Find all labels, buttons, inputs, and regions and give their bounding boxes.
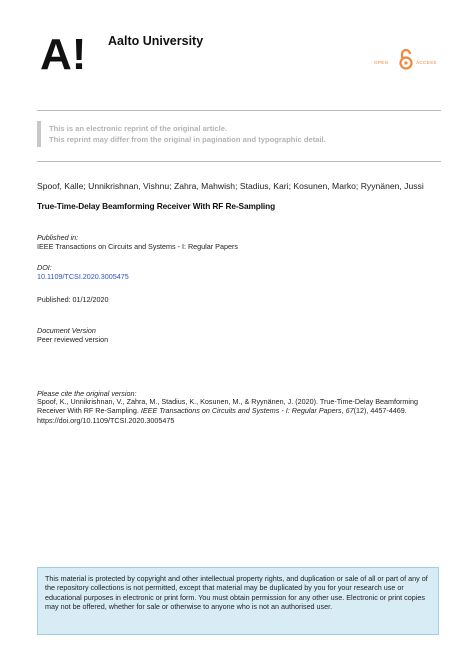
journal-name: IEEE Transactions on Circuits and Systems - I: Regular Papers <box>37 242 238 251</box>
reprint-notice-line1: This is an electronic reprint of the original article. <box>49 124 228 133</box>
author-list: Spoof, Kalle; Unnikrishnan, Vishnu; Zahra, Mahwish; Stadius, Kari; Kosunen, Marko; Ryynänen, Jussi <box>37 181 424 191</box>
published-in-label: Published in: <box>37 233 79 242</box>
doi-label: DOI: <box>37 263 52 272</box>
aalto-logo <box>40 36 102 72</box>
logo-text: A! <box>40 36 87 72</box>
reprint-notice-line2: This reprint may differ from the original in pagination and typographic detail. <box>49 135 326 144</box>
article-title: True-Time-Delay Beamforming Receiver With RF Re-Sampling <box>37 201 276 211</box>
citation-authors-title: Spoof, K., Unnikrishnan, V., Zahra, M., Stadius, K., Kosunen, M., & Ryynänen, J. (2020). True-Time-Delay Beamforming Receiver With RF Re-Sampling. <box>37 397 418 416</box>
university-name: Aalto University <box>108 34 204 48</box>
citation-volume: 67 <box>345 406 354 416</box>
header-divider <box>37 110 441 111</box>
section-divider <box>37 161 441 162</box>
citation-journal: IEEE Transactions on Circuits and Systems - I: Regular Papers <box>140 406 342 416</box>
document-version-label: Document Version <box>37 326 96 335</box>
citation-issue-pages-doi: (12), 4457-4469. https://doi.org/10.1109/TCSI.2020.3005475 <box>37 406 407 425</box>
open-access-badge <box>372 46 442 74</box>
open-access-label-right: ACCESS <box>416 60 437 65</box>
open-lock-icon <box>398 48 414 70</box>
citation-text <box>37 397 443 425</box>
copyright-notice-box <box>37 567 439 635</box>
reprint-notice <box>37 121 441 149</box>
citation-label: Please cite the original version: <box>37 389 137 398</box>
published-date: Published: 01/12/2020 <box>37 295 109 304</box>
doi-link[interactable]: 10.1109/TCSI.2020.3005475 <box>37 272 129 281</box>
reprint-notice-bar <box>37 121 41 147</box>
open-access-label-left: OPEN <box>374 60 389 65</box>
document-version: Peer reviewed version <box>37 335 109 344</box>
citation-separator: , <box>341 406 344 416</box>
copyright-notice-text: This material is protected by copyright and other intellectual property rights, and duplication or sale of all or part of any of the repository collections is not permitted, except that material may be duplicated by you for your research use or educational purposes in electronic or print form. You must obtain permission for any other use. Electronic or print copies may not be offered, whether for sale or otherwise to anyone who is not an authorised user. <box>45 574 428 611</box>
